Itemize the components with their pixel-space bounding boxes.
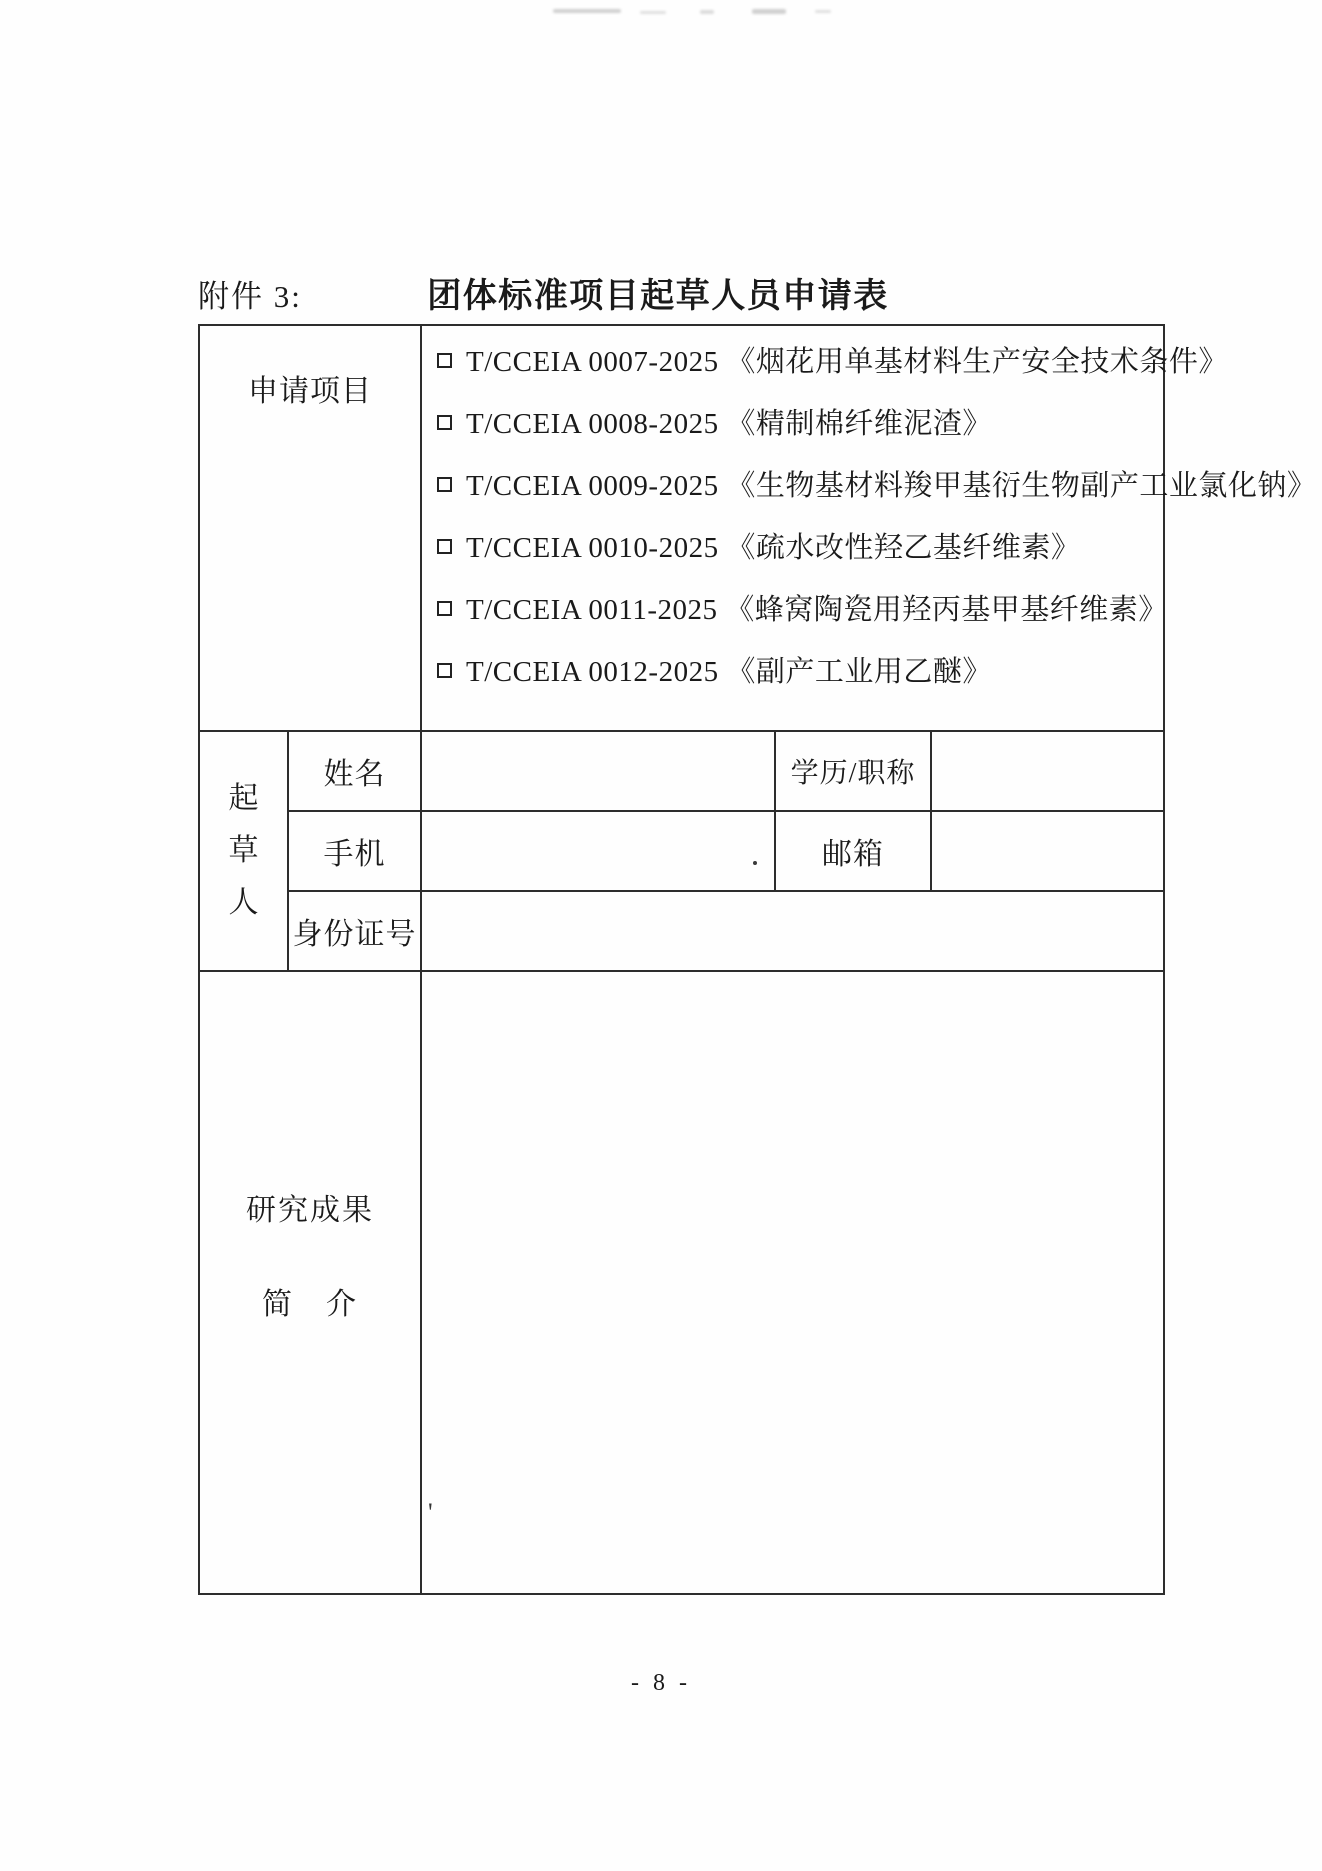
scan-smudge xyxy=(640,11,666,14)
project-option-row xyxy=(435,342,1228,378)
project-options-list xyxy=(420,326,1317,730)
checkbox-icon[interactable] xyxy=(437,601,452,616)
education-title-input-cell[interactable] xyxy=(930,730,1163,810)
checkbox-icon[interactable] xyxy=(437,477,452,492)
research-summary-label-line2: 简 介 xyxy=(262,1288,358,1321)
scan-smudge xyxy=(700,10,714,14)
research-summary-label-line1: 研究成果 xyxy=(246,1194,374,1227)
project-option-label: T/CCEIA 0009-2025 《生物基材料羧甲基衍生物副产工业氯化钠》 xyxy=(466,469,1317,502)
project-option-row xyxy=(435,528,1155,562)
scan-dot-artifact xyxy=(753,861,757,865)
project-option-label: T/CCEIA 0008-2025 《精制棉纤维泥渣》 xyxy=(466,407,992,440)
drafter-group-label: 起草人 xyxy=(228,782,259,919)
checkbox-icon[interactable] xyxy=(437,539,452,554)
id-number-label: 身份证号 xyxy=(287,890,420,970)
checkbox-icon[interactable] xyxy=(437,663,452,678)
name-label: 姓名 xyxy=(287,730,420,810)
id-number-input-cell[interactable] xyxy=(420,890,1163,970)
checkbox-icon[interactable] xyxy=(437,415,452,430)
research-summary-input-cell[interactable] xyxy=(420,970,1163,1593)
education-title-label: 学历/职称 xyxy=(774,730,930,810)
research-summary-label-cell xyxy=(200,970,420,1593)
project-option-label: T/CCEIA 0010-2025 《疏水改性羟乙基纤维素》 xyxy=(466,531,1081,564)
attachment-number-label: 附件 3: xyxy=(198,279,302,314)
project-option-row xyxy=(435,404,1155,438)
scan-tick-artifact: ' xyxy=(428,1498,433,1527)
scan-smudge xyxy=(752,9,786,14)
project-option-row xyxy=(435,466,1317,502)
scan-smudge xyxy=(553,9,621,13)
application-form-table xyxy=(198,324,1317,1595)
project-option-row xyxy=(435,590,1168,626)
checkbox-icon[interactable] xyxy=(437,353,452,368)
email-label: 邮箱 xyxy=(774,810,930,890)
project-section-label: 申请项目 xyxy=(248,375,372,408)
scan-smudge xyxy=(815,10,831,13)
mobile-label: 手机 xyxy=(287,810,420,890)
project-option-label: T/CCEIA 0012-2025 《副产工业用乙醚》 xyxy=(466,655,992,688)
name-input-cell[interactable] xyxy=(420,730,774,810)
project-option-label: T/CCEIA 0007-2025 《烟花用单基材料生产安全技术条件》 xyxy=(466,345,1228,378)
drafter-group-label-cell xyxy=(200,730,287,970)
project-option-row xyxy=(435,652,1155,686)
mobile-input-cell[interactable] xyxy=(420,810,774,890)
email-input-cell[interactable] xyxy=(930,810,1163,890)
project-option-label: T/CCEIA 0011-2025 《蜂窝陶瓷用羟丙基甲基纤维素》 xyxy=(466,593,1168,626)
page-title: 团体标准项目起草人员申请表 xyxy=(427,277,889,315)
page-number: - 8 - xyxy=(631,1670,691,1696)
